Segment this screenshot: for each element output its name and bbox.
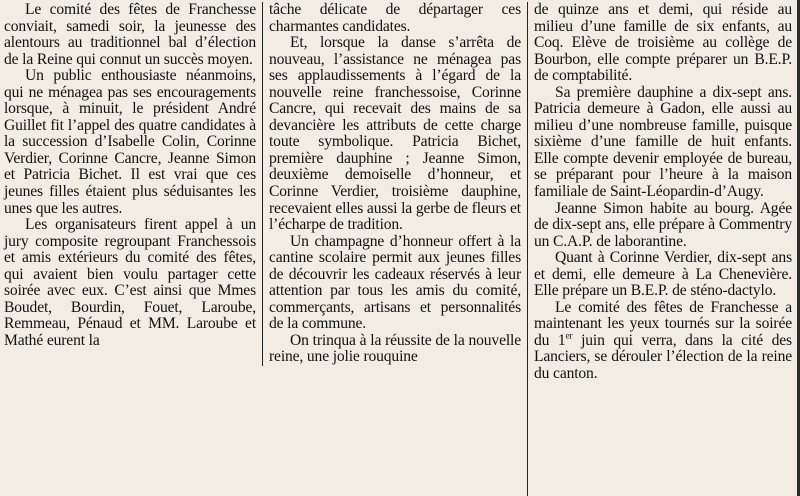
paragraph-queen-profile: de quinze ans et demi, qui réside au milieu d’une famille de six enfants, au Coq. Elève de troisième au collège de Bourbon, elle compte préparer un B.E.P. de comptabilité. bbox=[534, 1, 792, 85]
paragraph-toast: On trinqua à la réussite de la nouvelle reine, une jolie rouquine bbox=[269, 331, 521, 366]
paragraph-canton-election bbox=[534, 300, 792, 383]
ordinal-superscript: er bbox=[565, 331, 573, 342]
paragraph-intro: Le comité des fêtes de Franchesse conviait, samedi soir, la jeunesse des alentours au traditionnel bal d’élection de la Reine qui connut un succès moyen. bbox=[4, 1, 256, 68]
last-paragraph-text-end: juin qui verra, dans la cité des Lanciers, se dérouler l’élection de la reine du canton. bbox=[534, 331, 792, 383]
paragraph-jury: Les organisateurs firent appel à un jury composite regroupant Franchessois et amis extérieurs du comité des fêtes, qui avaient bien voulu partager cette soirée avec eux. C’est ainsi que Mmes Boudet, Bourdin, Fouet, Laroube, Remmeau, Pénaud et MM. Laroube et Mathé eurent la bbox=[4, 216, 256, 349]
article-column-1 bbox=[4, 2, 262, 349]
last-paragraph-text-start: Le comité des fêtes de Franchesse a maintenant les yeux tournés sur la soirée du 1 bbox=[534, 298, 792, 349]
paragraph-public: Un public enthousiaste néanmoins, qui ne ménagea pas ses encouragements lorsque, à minuit, le président André Guillet fit l’appel des quatre candidates à la succession d’Isabelle Colin, Corinne Verdier, Corinne Cancre, Jeanne Simon et Patricia Bichet. Il est vrai que ces jeunes filles étaient plus séduisantes les unes que les autres. bbox=[4, 67, 256, 217]
paragraph-champagne: Un champagne d’honneur offert à la cantine scolaire permit aux jeunes filles de découvrir les cadeaux réservés à leur attention par tous les amis du comité, commerçants, artisans et personnalités de la commune. bbox=[269, 232, 521, 333]
paragraph-corinne-verdier: Quant à Corinne Verdier, dix-sept ans et demi, elle demeure à La Chenevière. Elle prépare un B.E.P. de sténo-dactylo. bbox=[534, 249, 792, 300]
paragraph-jeanne-simon: Jeanne Simon habite au bourg. Agée de dix-sept ans, elle prépare à Commentry un C.A.P. de laborantine. bbox=[534, 199, 792, 250]
article-column-3 bbox=[527, 2, 792, 496]
paragraph-first-dauphine: Sa première dauphine a dix-sept ans. Patricia demeure à Gadon, elle aussi au milieu d’une nombreuse famille, puisque sixième d’une famille de huit enfants. Elle compte devenir employée de bureau, se préparant pour l’heure à la maison familiale de Saint-Léopardin-d’Augy. bbox=[534, 83, 792, 201]
paragraph-new-queen: Et, lorsque la danse s’arrêta de nouveau, l’assistance ne ménagea pas ses applaudissements à l’égard de la nouvelle reine franchessoise, Corinne Cancre, qui recevait des mains de sa devancière les attributs de cette charge toute symbolique. Patricia Bichet, première dauphine ; Jeanne Simon, deuxième demoiselle d’honneur, et Corinne Verdier, troisième dauphine, recevaient elles aussi la gerbe de fleurs et l’écharpe de tradition. bbox=[269, 34, 521, 234]
article-column-2 bbox=[262, 2, 527, 366]
paragraph-continuation: tâche délicate de départager ces charmantes candidates. bbox=[269, 1, 521, 35]
